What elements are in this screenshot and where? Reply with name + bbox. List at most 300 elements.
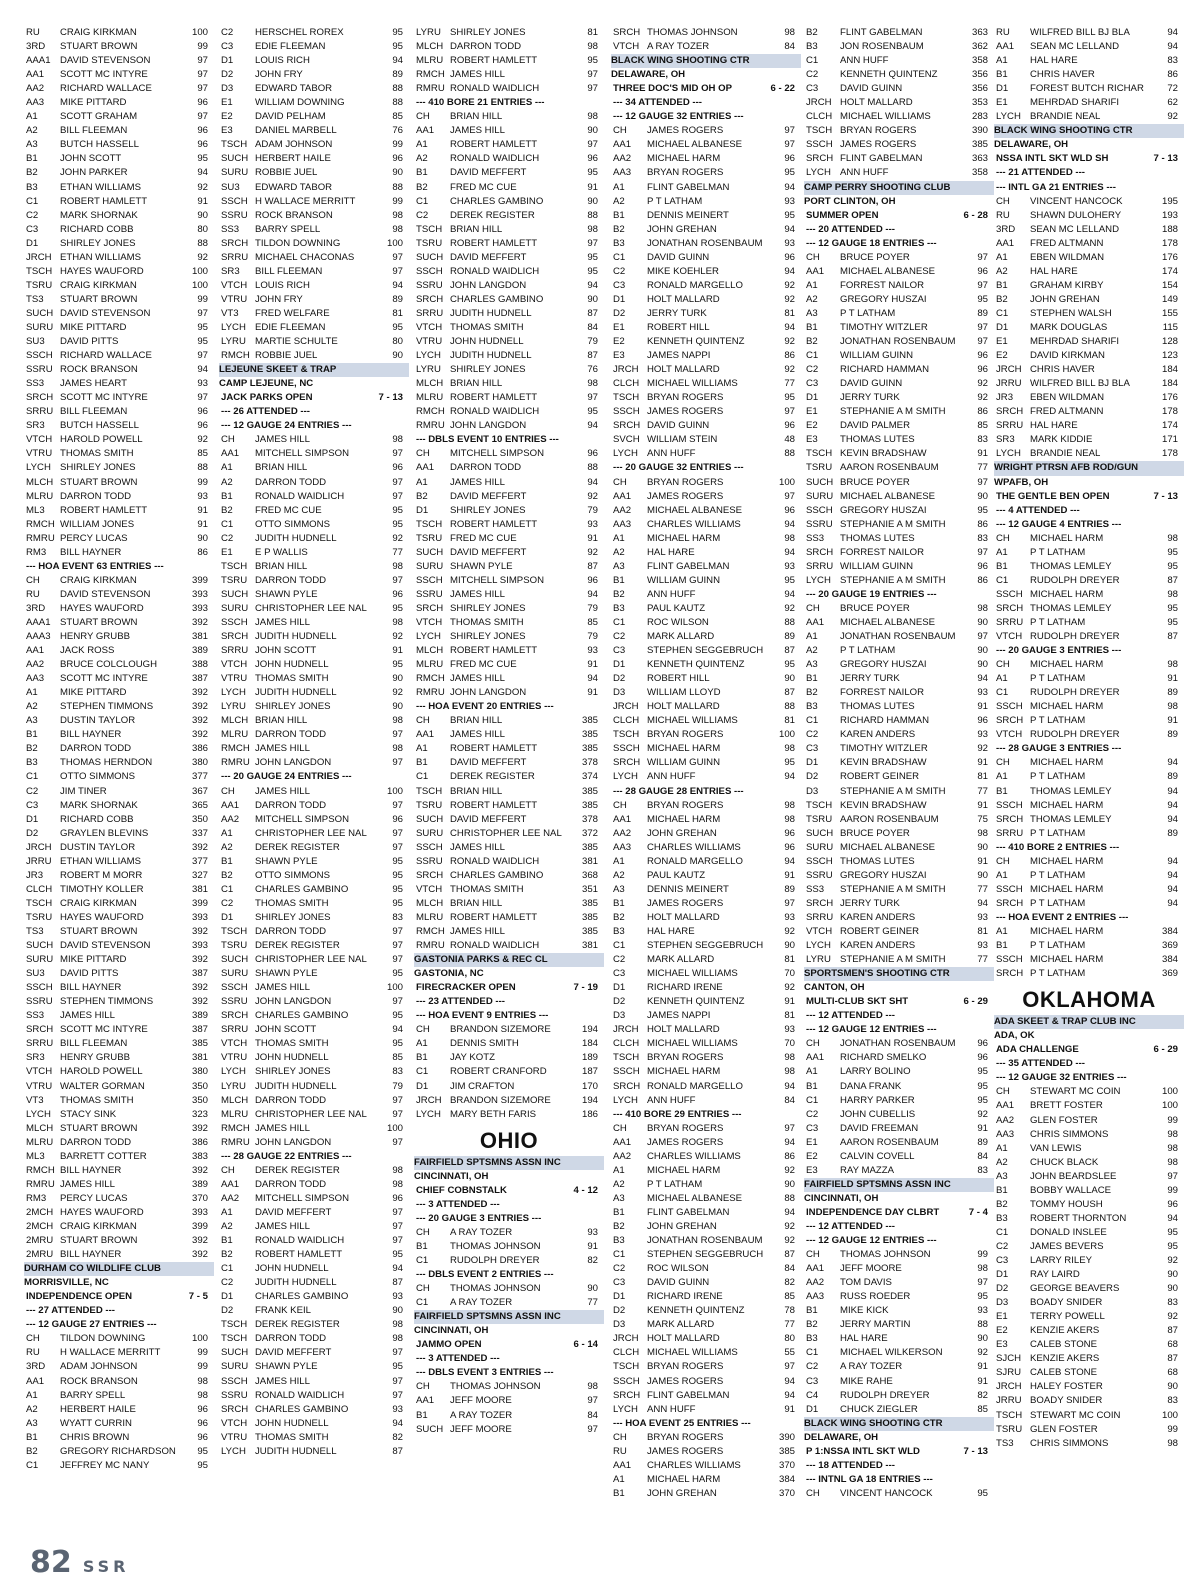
shoot-name: THREE DOC'S MID OH OP	[613, 83, 733, 95]
score: 95	[197, 1445, 208, 1457]
result-row	[24, 630, 214, 644]
score: 98	[392, 616, 403, 628]
result-row	[219, 138, 409, 152]
shooter-name: CHUCK ZIEGLER	[840, 1403, 918, 1415]
result-row	[24, 1065, 214, 1079]
result-row	[414, 335, 604, 349]
result-row	[804, 1094, 994, 1108]
shooter-name: DAVID GUINN	[840, 83, 903, 95]
shooter-name: JAMES ROGERS	[647, 1375, 724, 1387]
class-code: B1	[996, 279, 1008, 291]
class-code: B2	[26, 167, 38, 179]
result-row	[994, 672, 1184, 686]
score: 97	[977, 631, 988, 643]
shooter-name: A RAY TOZER	[450, 1226, 513, 1238]
score: 83	[1167, 1297, 1178, 1309]
class-code: MLCH	[26, 1122, 54, 1134]
result-row	[611, 869, 801, 883]
shooter-name: ROBERT HILL	[647, 673, 710, 685]
shooter-name: SHIRLEY JONES	[450, 504, 526, 516]
class-code: LYRU	[806, 954, 831, 966]
shooter-name: DARRON TODD	[450, 41, 522, 53]
event-header: --- 20 GAUGE 32 ENTRIES ---	[613, 462, 744, 474]
shooter-name: THOMAS LEMLEY	[1030, 785, 1112, 797]
score: 98	[784, 532, 795, 544]
shooter-name: HOLT MALLARD	[647, 701, 720, 713]
result-row	[804, 1276, 994, 1290]
class-code: SR3	[26, 420, 45, 432]
shoot-date: 6 - 22	[770, 83, 795, 95]
score: 90	[587, 195, 598, 207]
result-row	[414, 686, 604, 700]
result-row	[611, 939, 801, 953]
score: 97	[392, 1235, 403, 1247]
score: 95	[197, 321, 208, 333]
shooter-name: JUDITH HUDNELL	[255, 532, 337, 544]
score: 98	[784, 1066, 795, 1078]
score: 95	[977, 1487, 988, 1499]
shooter-name: DAVID PITTS	[60, 336, 119, 348]
score: 91	[784, 1403, 795, 1415]
class-code: RMCH	[221, 350, 250, 362]
shooter-name: THOMAS SMITH	[450, 616, 524, 628]
score: 94	[392, 279, 403, 291]
result-row	[994, 700, 1184, 714]
result-row	[219, 813, 409, 827]
score: 91	[1167, 715, 1178, 727]
shooter-name: OTTO SIMMONS	[60, 771, 135, 783]
result-row	[804, 1304, 994, 1318]
class-code: TSCH	[416, 518, 443, 530]
result-row	[611, 1122, 801, 1136]
score: 392	[191, 996, 208, 1008]
shooter-name: GREGORY HUSZAI	[840, 869, 927, 881]
class-code: D2	[806, 771, 819, 783]
result-row	[24, 1389, 214, 1403]
result-row	[994, 714, 1184, 728]
class-code: SRCH	[26, 392, 54, 404]
score: 97	[197, 392, 208, 404]
class-code: B3	[996, 1212, 1008, 1224]
shooter-name: KENZIE AKERS	[1030, 1353, 1100, 1365]
class-code: SSRU	[221, 209, 248, 221]
score: 91	[1167, 673, 1178, 685]
result-row	[611, 588, 801, 602]
score: 87	[784, 645, 795, 657]
shooter-name: STEPHANIE A M SMITH	[840, 883, 946, 895]
result-row	[804, 911, 994, 925]
result-row	[994, 574, 1184, 588]
result-row	[414, 1108, 604, 1122]
result-row	[994, 560, 1184, 574]
shooter-name: A RAY TOZER	[647, 41, 710, 53]
score: 399	[191, 1220, 208, 1232]
class-code: C4	[806, 1389, 819, 1401]
class-code: AA2	[26, 83, 45, 95]
shooter-name: MARK SHORNAK	[60, 209, 138, 221]
result-row	[804, 447, 994, 461]
result-row	[24, 96, 214, 110]
result-row	[219, 1262, 409, 1276]
shooter-name: AARON ROSENBAUM	[840, 813, 939, 825]
score: 390	[971, 125, 988, 137]
event-header: --- 12 GAUGE 4 ENTRIES ---	[996, 518, 1122, 530]
class-code: MLRU	[221, 1108, 249, 1120]
score: 370	[778, 1459, 795, 1471]
score: 97	[392, 1108, 403, 1120]
class-code: A2	[613, 546, 625, 558]
shooter-name: DEREK REGISTER	[255, 940, 340, 952]
score: 98	[977, 602, 988, 614]
shooter-name: VINCENT HANCOCK	[1030, 195, 1123, 207]
class-code: CH	[613, 125, 627, 137]
shooter-name: P T LATHAM	[647, 1178, 703, 1190]
shooter-name: CRAIG KIRKMAN	[60, 27, 137, 38]
shooter-name: KAREN ANDERS	[840, 911, 916, 923]
shoot-title	[804, 209, 994, 223]
result-row	[611, 1304, 801, 1318]
class-code: D1	[221, 1291, 234, 1303]
event-header: --- 27 ATTENDED ---	[26, 1305, 115, 1317]
result-row	[414, 251, 604, 265]
score: 85	[784, 1291, 795, 1303]
score: 78	[784, 1305, 795, 1317]
event-header: --- 20 GAUGE 3 ENTRIES ---	[996, 645, 1122, 657]
class-code: SSRU	[26, 996, 53, 1008]
shoot-title	[24, 1290, 214, 1304]
score: 97	[587, 69, 598, 81]
shooter-name: DENNIS MEINERT	[647, 883, 729, 895]
class-code: AA1	[416, 462, 435, 474]
score: 85	[392, 1052, 403, 1064]
state-heading: OKLAHOMA	[1022, 987, 1156, 1013]
class-code: JRCH	[613, 364, 639, 376]
result-row	[994, 546, 1184, 560]
score: 392	[191, 954, 208, 966]
club-name: WRIGHT PTRSN AFB ROD/GUN	[994, 461, 1184, 475]
class-code: A1	[416, 1038, 428, 1050]
class-code: C1	[613, 616, 626, 628]
result-row	[804, 742, 994, 756]
score: 80	[197, 223, 208, 235]
score: 81	[784, 1010, 795, 1022]
score: 99	[392, 195, 403, 207]
result-row	[24, 1108, 214, 1122]
score: 91	[587, 532, 598, 544]
shooter-name: STEPHEN SEGGEBRUCH	[647, 940, 764, 952]
score: 171	[1161, 434, 1178, 446]
score: 96	[197, 1403, 208, 1415]
class-code: VTCH	[416, 321, 443, 333]
class-code: VTCH	[996, 631, 1023, 643]
shooter-name: THOMAS JOHNSON	[450, 1240, 541, 1252]
result-row	[219, 953, 409, 967]
score: 381	[581, 940, 598, 952]
shooter-name: AARON ROSENBAUM	[840, 462, 939, 474]
score: 89	[392, 69, 403, 81]
result-row	[994, 1212, 1184, 1226]
score: 362	[971, 41, 988, 53]
class-code: SURU	[221, 968, 249, 980]
result-row	[219, 40, 409, 54]
shooter-name: HAYES WAUFORD	[60, 602, 144, 614]
score: 88	[784, 701, 795, 713]
shooter-name: HENRY GRUBB	[60, 1052, 131, 1064]
result-row	[24, 349, 214, 363]
class-code: C3	[613, 968, 626, 980]
result-row	[804, 518, 994, 532]
class-code: TSCH	[221, 926, 248, 937]
class-code: ML3	[26, 1150, 45, 1162]
class-code: C3	[806, 378, 819, 390]
shooter-name: LARRY RILEY	[1030, 1254, 1093, 1266]
class-code: B1	[221, 855, 233, 867]
result-row	[804, 869, 994, 883]
class-code: A2	[613, 869, 625, 881]
shooter-name: ROBERT THORNTON	[1030, 1212, 1127, 1224]
class-code: AAA3	[26, 631, 51, 643]
class-code: SRRU	[806, 911, 834, 923]
score: 95	[392, 1010, 403, 1022]
result-row	[611, 377, 801, 391]
result-row	[24, 1192, 214, 1206]
class-code: D1	[26, 813, 39, 825]
club-name: ADA SKEET & TRAP CLUB INC	[994, 1015, 1184, 1029]
shooter-name: HERBERT HAILE	[255, 153, 331, 165]
class-code: B1	[996, 69, 1008, 81]
score: 94	[1167, 813, 1178, 825]
shooter-name: SHAWN PYLE	[255, 968, 318, 980]
class-code: SURU	[221, 602, 249, 614]
shooter-name: DONALD INSLEE	[1030, 1226, 1107, 1238]
score: 392	[191, 926, 208, 937]
shooter-name: WILLIAM GUINN	[840, 560, 914, 572]
result-row	[219, 686, 409, 700]
score: 96	[392, 153, 403, 165]
score: 91	[784, 869, 795, 881]
score: 96	[784, 827, 795, 839]
shooter-name: DENNIS SMITH	[450, 1038, 519, 1050]
score: 97	[392, 841, 403, 853]
score: 95	[392, 504, 403, 516]
shooter-name: SHIRLEY JONES	[450, 602, 526, 614]
shoot-name: INDEPENDENCE DAY CLBRT	[806, 1206, 940, 1218]
class-code: D3	[613, 687, 626, 699]
score: 91	[587, 687, 598, 699]
shooter-name: JOHN HUDNELL	[255, 1417, 329, 1429]
result-row	[219, 742, 409, 756]
result-row	[219, 279, 409, 293]
score: 86	[977, 518, 988, 530]
class-code: C1	[26, 195, 39, 207]
class-code: LYCH	[613, 1094, 638, 1106]
result-row	[414, 841, 604, 855]
score: 94	[392, 1417, 403, 1429]
result-row	[414, 307, 604, 321]
shooter-name: THOMAS JOHNSON	[840, 1249, 931, 1261]
shooter-name: BUTCH HASSELL	[60, 420, 139, 432]
class-code: SRCH	[613, 1080, 641, 1092]
class-code: D2	[221, 1305, 234, 1317]
class-code: SRCH	[613, 420, 641, 432]
event-header: --- 28 GAUGE 22 ENTRIES ---	[221, 1150, 352, 1162]
shooter-name: BILL FLEEMAN	[60, 1038, 128, 1050]
score: 96	[977, 350, 988, 362]
shooter-name: JAMES HILL	[450, 588, 505, 600]
class-code: D1	[996, 321, 1009, 333]
class-code: SURU	[806, 841, 834, 853]
class-code: B3	[613, 237, 625, 249]
shoot-date: 7 - 5	[188, 1291, 208, 1303]
shooter-name: HAYES WAUFORD	[60, 911, 144, 923]
class-code: B3	[26, 757, 38, 769]
class-code: C1	[416, 1066, 429, 1078]
class-code: A3	[26, 1417, 38, 1429]
score: 385	[778, 1445, 795, 1457]
score: 96	[392, 588, 403, 600]
result-row	[24, 251, 214, 265]
result-row	[414, 785, 604, 799]
shooter-name: BRYAN ROGERS	[647, 799, 724, 811]
result-row	[414, 82, 604, 96]
shoot-title	[611, 82, 801, 96]
class-code: C1	[416, 1254, 429, 1266]
result-row	[219, 1065, 409, 1079]
shooter-name: THOMAS SMITH	[450, 321, 524, 333]
shooter-name: RICHARD WALLACE	[60, 83, 152, 95]
shooter-name: DARRON TODD	[60, 743, 132, 755]
class-code: SURU	[26, 954, 54, 966]
score: 96	[587, 574, 598, 586]
result-row	[219, 1009, 409, 1023]
score: 97	[392, 799, 403, 811]
result-row	[994, 419, 1184, 433]
class-code: SSCH	[613, 743, 640, 755]
score: 350	[191, 813, 208, 825]
class-code: AA2	[806, 1277, 825, 1289]
result-row	[24, 728, 214, 742]
class-code: RMCH	[221, 1122, 250, 1134]
shooter-name: STACY SINK	[60, 1108, 117, 1120]
score: 99	[197, 1347, 208, 1359]
score: 95	[392, 27, 403, 38]
event-header: --- DBLS EVENT 10 ENTRIES ---	[416, 434, 559, 446]
result-row	[24, 1023, 214, 1037]
shooter-name: JAMES ROGERS	[647, 490, 724, 502]
score: 96	[784, 841, 795, 853]
class-code: RMRU	[221, 757, 250, 769]
score: 188	[1161, 223, 1178, 235]
result-row	[611, 658, 801, 672]
score: 93	[784, 1024, 795, 1036]
shooter-name: BRIAN HILL	[255, 560, 308, 572]
class-code: TSCH	[416, 223, 443, 235]
shooter-name: P T LATHAM	[1030, 771, 1086, 783]
shooter-name: WILLIAM GUINN	[840, 350, 914, 362]
shoot-date: 7 - 19	[573, 982, 598, 994]
score: 97	[1167, 1170, 1178, 1182]
score: 337	[191, 827, 208, 839]
class-code: CH	[416, 448, 430, 460]
class-code: SRRU	[806, 560, 834, 572]
class-code: D2	[613, 1305, 626, 1317]
class-code: SSCH	[996, 799, 1023, 811]
score: 92	[977, 378, 988, 390]
shooter-name: SHIRLEY JONES	[450, 27, 526, 38]
class-code: SURU	[221, 167, 249, 179]
shooter-name: CHRIS HAVER	[1030, 364, 1095, 376]
result-row	[994, 377, 1184, 391]
class-code: AA1	[26, 1375, 45, 1387]
shooter-name: CALEB STONE	[1030, 1367, 1098, 1379]
shooter-name: BRUCE POYER	[840, 602, 910, 614]
class-code: RMCH	[221, 743, 250, 755]
shooter-name: JONATHAN ROSENBAUM	[647, 237, 763, 249]
shooter-name: WILLIAM GUINN	[647, 757, 721, 769]
class-code: VTCH	[416, 616, 443, 628]
score: 93	[977, 1305, 988, 1317]
score: 98	[784, 27, 795, 38]
class-code: SSCH	[221, 982, 248, 994]
shooter-name: RONALD MARGELLO	[647, 1080, 743, 1092]
shooter-name: DARRON TODD	[255, 729, 327, 741]
event-header: --- 18 ATTENDED ---	[806, 1459, 895, 1471]
shooter-name: STUART BROWN	[60, 41, 138, 53]
score: 87	[1167, 631, 1178, 643]
class-code: SRCH	[613, 1389, 641, 1401]
score: 97	[784, 1361, 795, 1373]
shooter-name: JUDITH HUDNELL	[255, 631, 337, 643]
shooter-name: ROBERT HAMLETT	[450, 518, 538, 530]
score: 85	[392, 111, 403, 123]
result-row	[414, 377, 604, 391]
shooter-name: HOLT MALLARD	[647, 1333, 720, 1345]
shooter-name: RONALD WAIDLICH	[255, 1389, 345, 1401]
result-row	[611, 799, 801, 813]
class-code: B3	[613, 1235, 625, 1247]
score: 95	[977, 1080, 988, 1092]
result-row	[414, 223, 604, 237]
class-code: SRCH	[221, 1010, 249, 1022]
shooter-name: EDIE FLEEMAN	[255, 41, 326, 53]
result-row	[804, 1164, 994, 1178]
shooter-name: BRUCE COLCLOUGH	[60, 659, 158, 671]
score: 98	[392, 560, 403, 572]
score: 94	[197, 167, 208, 179]
result-row	[994, 1085, 1184, 1099]
class-code: MLCH	[416, 897, 444, 909]
score: 98	[392, 434, 403, 446]
class-code: D2	[613, 307, 626, 319]
result-row	[804, 349, 994, 363]
shooter-name: BRIAN HILL	[450, 785, 503, 797]
shooter-name: STEPHANIE A M SMITH	[840, 574, 946, 586]
result-row	[804, 953, 994, 967]
shooter-name: EDWARD TABOR	[255, 181, 333, 193]
class-code: D1	[221, 911, 234, 923]
score: 79	[587, 602, 598, 614]
result-row	[994, 447, 1184, 461]
event-header: --- 20 ATTENDED ---	[806, 223, 895, 235]
shooter-name: JAMES HILL	[255, 434, 310, 446]
result-row	[219, 124, 409, 138]
shooter-name: STEWART MC COIN	[1030, 1409, 1121, 1421]
score: 90	[587, 293, 598, 305]
shooter-name: ETHAN WILLIAMS	[60, 181, 142, 193]
score: 92	[1167, 111, 1178, 123]
shooter-name: RICHARD IRENE	[647, 1291, 723, 1303]
score: 97	[392, 476, 403, 488]
